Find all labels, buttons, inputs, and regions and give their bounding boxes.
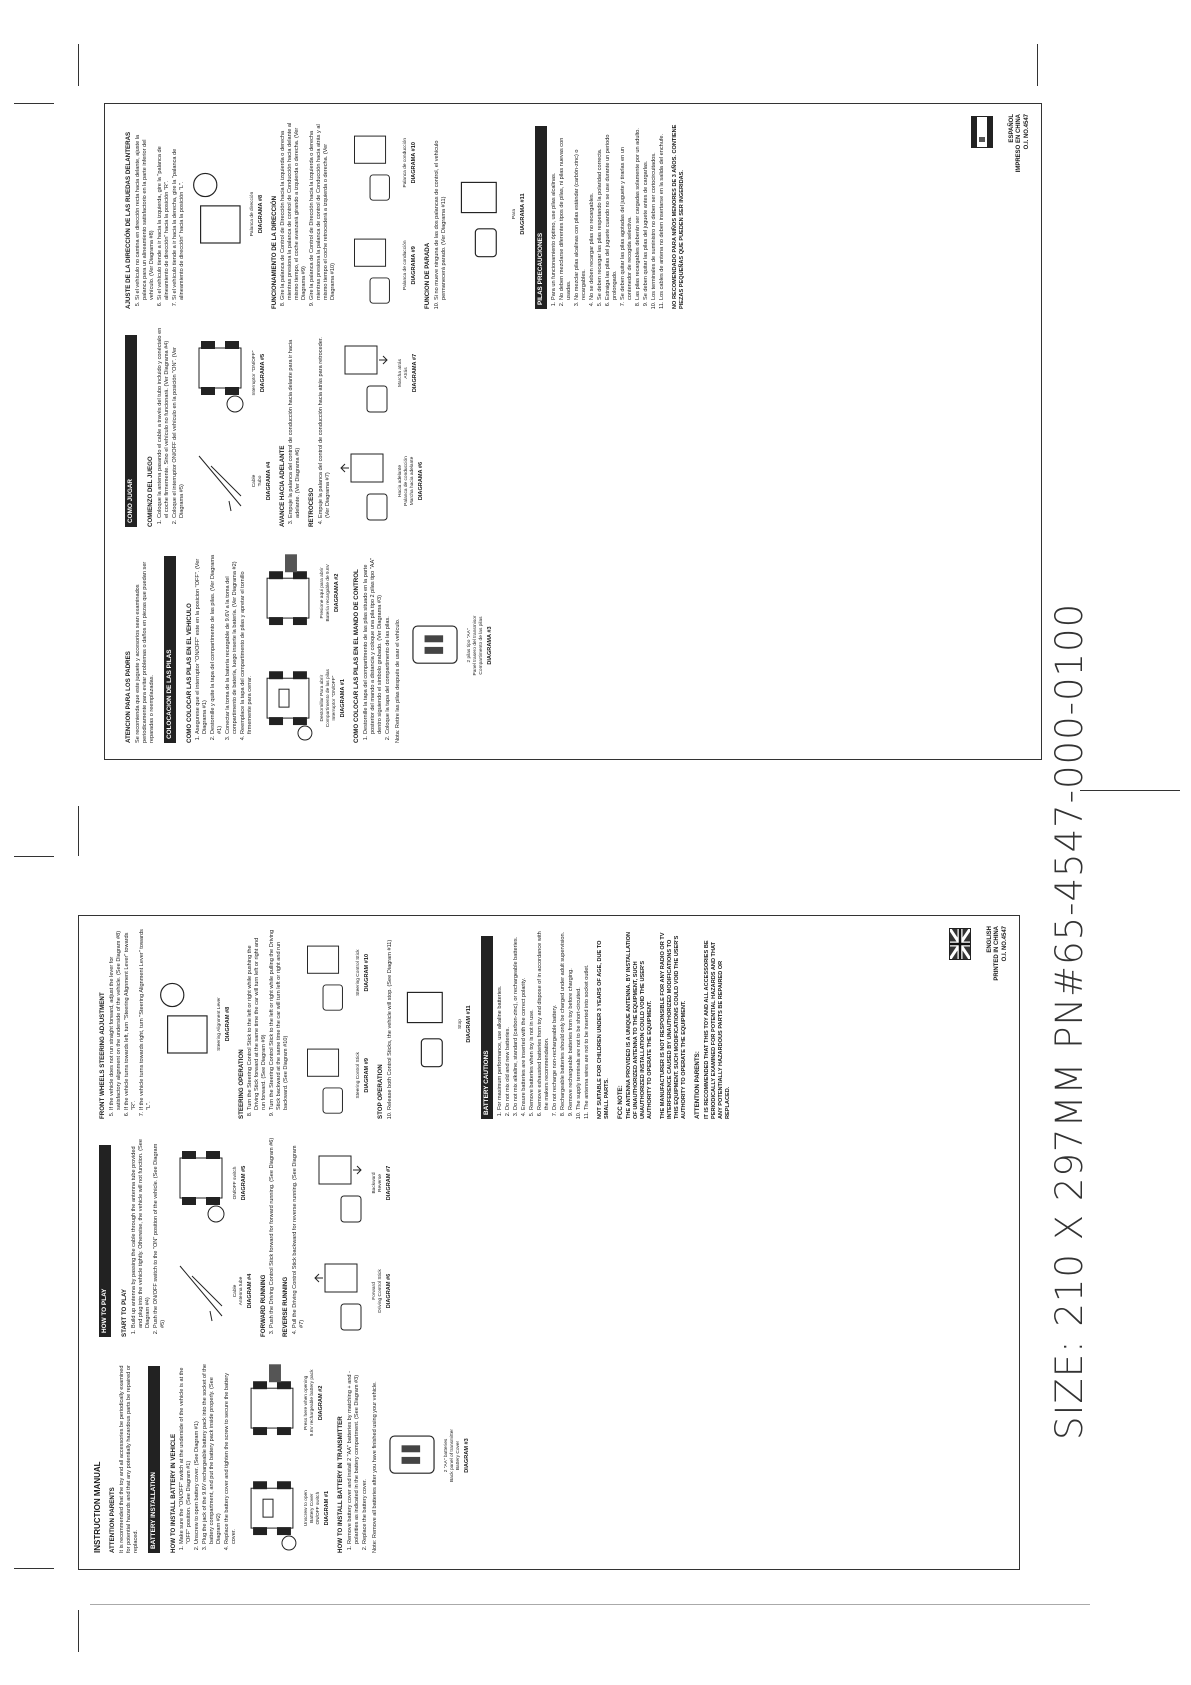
- diagram-caption: DIAGRAMA #1: [340, 678, 347, 718]
- attention-text: IT IS RECOMMENDED THAT THIS TOY AND ALL ACCESSORIES BE PERIODICALLY EXAMINED FOR POTENTIAL HAZARDS AND THAT ANY POTENTIALLY HAZARDOUS PARTS BE REPAIRED OR REPLACED.: [704, 940, 732, 1119]
- diagram-label: ON/OFF switch: [232, 1166, 238, 1200]
- size-label-strip: [1048, 440, 1118, 1440]
- forward-illustration: [337, 435, 395, 527]
- diagram-11: [397, 972, 473, 1077]
- caution-item: 11. Los cables de antena no deben insertarse en la salida del enchufe.: [659, 119, 666, 300]
- caution-item: 8. Las pilas recargables deberán ser cargadas solamente por un adulto.: [635, 119, 642, 300]
- attention-title: ATTENTION PARENTS: [109, 1487, 116, 1553]
- diagram-caption: DIAGRAM #3: [463, 1438, 470, 1473]
- size-label: SIZE: 210 X 297MM PN#65-4547-000-0100: [1048, 602, 1091, 1440]
- diagram-label: Atrás: [404, 367, 410, 379]
- section-bar: COLOCACION DE LAS PILAS: [164, 556, 176, 743]
- crop-mark: [14, 856, 54, 857]
- diagram-caption: DIAGRAM #9: [364, 1058, 371, 1093]
- attention-title: ATENCION PARA LOS PADRES: [125, 651, 132, 743]
- diagram-3: [406, 577, 494, 714]
- note: Nota: Retire las pilas después de usar el vehículo.: [394, 618, 401, 743]
- step: 8. Turn the Steering Control Stick to the left or right while pushing the Driving Stick forward at the same time the car will turn left or right and run forward. (See Diagram #9): [247, 929, 268, 1110]
- antenna-illustration: [191, 435, 249, 527]
- spanish-footer: [1009, 114, 1032, 172]
- step: 4. Replace the battery cover and tighten the screw to secure the battery cover.: [224, 1358, 238, 1544]
- diagram-label: Stop: [457, 1019, 463, 1029]
- step: 4. Pull the Driving Control Stick backward for reverse running. (See Diagram #7): [292, 1137, 306, 1328]
- language-label: ESPAÑOL: [1008, 114, 1015, 143]
- step: 2. Destornille y quite la tapa del compartimento de las pilas. (Ver Diagrama #1): [210, 548, 224, 734]
- caution-item: 7. Se deben quitar las pilas agotadas del juguete y tirarlas en un contenedor de recogida selectiva.: [620, 119, 634, 300]
- age-warning: NO RECOMENDADO PARA NIÑOS MENORES DE 3 AÑOS. CONTIENE PIEZAS PEQUEÑAS QUE PUEDEN SER INGERIDAS.: [671, 124, 685, 309]
- fold-line: [90, 1604, 1090, 1605]
- section-bar: BATTERY CAUTIONS: [481, 936, 493, 1119]
- diagram-label: Batería recargable de 9.6V: [326, 564, 332, 622]
- caution-item: 5. Se deben recargar las pilas respetando la polaridad correcta.: [597, 119, 604, 300]
- caution-item: 2. Do not mix old and new batteries.: [505, 929, 512, 1110]
- subsection-title: START TO PLAY: [121, 1288, 128, 1337]
- steering-left-illustration: [342, 222, 400, 309]
- diagram-label: Hacia adelante: [398, 465, 404, 498]
- caution-item: 9. Remove rechargeable batteries from toy before charging.: [568, 929, 575, 1110]
- diagram-label: Battery Cover: [310, 1493, 316, 1523]
- stop-illustration: [451, 162, 509, 267]
- step: 3. Push the Driving Control Stick forward for forward running. (See Diagram #6): [269, 1137, 276, 1328]
- caution-item: 7. Do not recharge non-rechargeable battery.: [552, 929, 559, 1110]
- subsection-title: FRONT WHEELS STEERING ADJUSTMENT: [99, 992, 106, 1119]
- caution-item: 5. Remove batteries when toy is not in use.: [529, 929, 536, 1110]
- diagram-10: [295, 929, 371, 1016]
- diagram-label: Marcha atrás: [398, 359, 404, 387]
- diagram-label: Press here when opening: [304, 1375, 310, 1431]
- diagram-6: [311, 1245, 393, 1337]
- spanish-manual-sheet: [104, 103, 1042, 760]
- diagram-caption: DIAGRAMA #10: [411, 141, 418, 184]
- language-label: ENGLISH: [986, 926, 993, 953]
- diagram-label: Backward: [372, 1172, 378, 1194]
- diagram-label: Compartimento de las pilas: [478, 616, 484, 675]
- diagram-5: [172, 1137, 254, 1229]
- switch-illustration: [191, 327, 249, 419]
- section-bar: COMO JUGAR: [125, 335, 137, 527]
- subsection-title: STEERING OPERATION: [237, 1049, 245, 1119]
- spain-flag-icon: [971, 116, 993, 148]
- diagram-label: Palanca de dirección: [249, 191, 255, 237]
- section-bar: PILAS PRECAUCIONES: [535, 126, 547, 309]
- step: 1. Make sure the "ON/OFF" switch at the underside of the vehicle is at the "OFF" position. (See Diagram #1): [179, 1358, 193, 1544]
- fcc-text: THE ANTENNA PROVIDED IS A UNIQUE ANTENNA. BY INSTALLATION OF UNAUTHORIZED ANTENNA TO THE EQUIPMENT, SUCH UNAUTHORIZED INSTALLATION COULD VOID THE USER'S AUTHORITY TO OPERATE THE EQUIPMENT.: [626, 932, 654, 1119]
- step: 7. Si el vehículo tiende a ir hacia la derecha, gire la "palanca de alineamiento de dirección" hacia la posición "L".: [172, 119, 186, 300]
- diagram-label: Cable: [232, 1284, 238, 1298]
- spanish-column-3: [119, 119, 692, 309]
- step: 10. Si no mueve ninguna de las dos palancas de control, el vehículo permanecerá parado. (Ver Diagrama #11): [434, 119, 448, 300]
- diagram-3: [383, 1387, 471, 1524]
- caution-item: 2. No deben mezclarse diferentes tipos de pilas, ni pilas nuevas con usadas.: [559, 119, 573, 300]
- step: 2. Coloque el interruptor ON/OFF del vehículo en la posición "ON". (Ver Diagrama #5): [172, 327, 186, 518]
- antenna-illustration: [172, 1245, 230, 1337]
- oi-number: O.I. NO.4547: [1023, 114, 1030, 150]
- diagram-label: Interruptor "ON/OFF": [251, 350, 257, 396]
- step: 3. Plug the jack of the 9.6V rechargeable battery pack into the socket of the battery compartment, and put the battery pack inside properly. (See Diagram #2): [202, 1358, 223, 1544]
- subsection-title: STOP OPERATION: [377, 1064, 385, 1119]
- step: 4. Empuje la palanca del control de conducción hacia atrás para retroceder. (Ver Diagrama #7): [318, 327, 332, 518]
- diagram-label: Palanca de conducción: [403, 137, 409, 188]
- age-warning: NOT SUITABLE FOR CHILDREN UNDER 3 YEARS OF AGE, DUE TO SMALL PARTS.: [596, 940, 610, 1119]
- english-footer: [987, 926, 1010, 981]
- caution-item: 3. Do not mix alkaline, standard (carbon-zinc), or rechargeable batteries.: [513, 929, 520, 1110]
- crop-mark: [78, 44, 79, 86]
- diagram-caption: DIAGRAMA #5: [259, 353, 266, 393]
- crop-mark: [1037, 44, 1038, 86]
- steering-right-illustration: [295, 929, 353, 1016]
- step: 2. Coloque la tapa del compartimento de las pilas.: [385, 548, 392, 734]
- diagram-label: Steering Control Stick: [356, 1052, 362, 1099]
- diagram-caption: DIAGRAM #5: [240, 1165, 247, 1201]
- subsection-title: FUNCIONAMIENTO DE LA DIRECCIÓN: [270, 195, 278, 309]
- diagram-label: Presione aqui para abrir: [320, 567, 326, 619]
- diagram-9: [342, 222, 418, 309]
- section-bar: BATTERY INSTALLATION: [148, 1366, 160, 1553]
- spanish-column-2: [119, 327, 428, 527]
- manual-title: INSTRUCTION MANUAL: [93, 1461, 102, 1553]
- crop-mark: [14, 103, 54, 104]
- diagram-label: Steering Alignment Lever: [216, 997, 222, 1051]
- battery-pack-illustration: [243, 1358, 301, 1448]
- diagram-caption: DIAGRAMA #9: [411, 246, 418, 285]
- switch-illustration: [172, 1137, 230, 1229]
- subsection-title: COMIENZO DEL JUEGO: [147, 456, 154, 527]
- steering-left-illustration: [295, 1032, 353, 1119]
- transmitter-illustration: [406, 577, 464, 714]
- printed-label: IMPRESO EN CHINA: [1016, 114, 1022, 173]
- diagram-5: [191, 327, 273, 419]
- diagram-caption: DIAGRAMA #4: [265, 461, 272, 501]
- step: 5. If the vehicle does not run straight forward, adjust the lever for satisfactory alignment on the underside of the vehicle. (See Diagram #8): [109, 929, 123, 1110]
- diagram-4: [191, 435, 273, 527]
- diagram-7: [337, 327, 425, 419]
- subsection-title: AVANCE HACIA ADELANTE: [278, 445, 286, 527]
- caution-item: 10. The supply terminals are not to be short-circuited.: [576, 929, 583, 1110]
- diagram-caption: DIAGRAMA #2: [334, 573, 341, 613]
- diagram-1: [243, 1463, 331, 1553]
- subsection-title: REVERSE RUNNING: [282, 1276, 290, 1337]
- caution-item: 11. The antenna wires are not to be inserted into socket outlet.: [584, 929, 591, 1110]
- step: 1. Destornille la tapa del compartimento de las pilas situado en la parte posterior del mando a distancia y coloque una pila tipo 2 pilas tipo "AA" dentro siguiendo el simbolo grabado. (Ver Diagrama #3): [363, 548, 384, 734]
- step: 8. Gire la palanca de Control de Dirección hacia la izquierda o derecha mientras presiona la palanca de control de Conducción hacia delante al mismo tiempo, el coche avanzará girando a izquierda o derecha. (Ver Diagrama #9): [280, 119, 308, 300]
- caution-item: 9. Se deben quitar las pilas del juguete antes de cargarlas.: [643, 119, 650, 300]
- steering-right-illustration: [342, 119, 400, 206]
- battery-pack-illustration: [259, 548, 317, 638]
- subsection-title: COMO COLOCAR LAS PILAS EN EL VEHICULO: [185, 603, 193, 743]
- step: 1. Remove battery cover and install 2 "AA" batteries by matching + and - polarities as indicated in the battery compartment. (See Diagram #3): [347, 1358, 361, 1544]
- step: 1. Coloque la antena pasando el cable a través del tubo incluido y conéctalo en el coche firmemente. Sino el vehículo no funcionará. (Ver Diagrama #4): [157, 327, 171, 518]
- uk-flag-icon: [949, 928, 971, 960]
- diagram-label: Driving Control Stick: [378, 1269, 384, 1313]
- printed-label: PRINTED IN CHINA: [994, 926, 1000, 981]
- diagram-8: [156, 967, 232, 1081]
- steering-lever-illustration: [189, 157, 247, 271]
- diagram-2: [243, 1358, 331, 1448]
- diagram-label: 9.6V rechargeable battery pack: [310, 1369, 316, 1437]
- diagram-label: Palanca de conducción: [403, 240, 409, 291]
- diagram-label: Tubo: [257, 475, 263, 487]
- diagram-label: Palanca de conducción: [404, 456, 410, 506]
- attention-text: It is recommended that the toy and all accessories be periodically examined for potential hazards and that any potentially hazardous parts be repaired or replaced.: [118, 1365, 139, 1553]
- subsection-title: AJUSTE DE LA DIRECCIÓN DE LAS RUEDAS DELANTERAS: [125, 131, 132, 309]
- fcc-title: FCC NOTE:: [616, 1085, 624, 1119]
- diagram-caption: DIAGRAM #10: [364, 953, 371, 992]
- step: 10. Release both Control Sticks, the vehicle will stop. (See Diagram #11): [387, 929, 394, 1110]
- diagram-caption: DIAGRAM #2: [318, 1385, 325, 1421]
- step: 1. Asegurese que el interruptor "ON/OFF" este en la posicion "OFF". (Ver Diagrama #1): [195, 548, 209, 734]
- english-column-3: [93, 929, 738, 1119]
- step: 2. Replace the battery cover.: [362, 1358, 369, 1544]
- vehicle-underside-illustration: [243, 1463, 301, 1553]
- diagram-4: [172, 1245, 254, 1337]
- crop-mark: [78, 1610, 79, 1652]
- diagram-caption: DIAGRAM #7: [386, 1165, 393, 1201]
- diagram-label: Unscrew to open: [304, 1490, 310, 1527]
- diagram-label: Compartimento de las pilas: [326, 669, 332, 728]
- diagram-caption: DIAGRAM #8: [224, 1006, 231, 1042]
- step: 3. Empuje la palanca del control de conducción hacia delante para ir hacia adelante. (Ver Diagrama #6): [288, 327, 302, 518]
- diagram-9: [295, 1032, 371, 1119]
- diagram-label: Panel trasero del transmisor: [472, 615, 478, 676]
- caution-item: 4. No se deben recargar pilas no recargables.: [589, 119, 596, 300]
- diagram-7: [311, 1137, 393, 1229]
- diagram-label: Forward: [372, 1282, 378, 1300]
- step: 9. Turn the Steering Control Stick to the left or right while pulling the Driving Stick backward at the same time the car will turn left or right and run backward. (See Diagram #10): [269, 929, 290, 1110]
- diagram-caption: DIAGRAMA #6: [418, 461, 424, 501]
- diagram-caption: DIAGRAM #11: [465, 1005, 472, 1043]
- stop-illustration: [397, 972, 455, 1077]
- diagram-label: ON/OFF switch: [316, 1491, 322, 1525]
- diagram-caption: DIAGRAMA #8: [257, 194, 264, 234]
- diagram-caption: DIAGRAMA #7: [412, 353, 419, 393]
- diagram-label: Antenna tube: [238, 1276, 244, 1306]
- english-manual-sheet: [78, 915, 1020, 1570]
- forward-illustration: [311, 1245, 369, 1337]
- note: Note: Remove all batteries after you have finished using your vehicle.: [371, 1381, 378, 1553]
- reverse-illustration: [311, 1137, 369, 1229]
- step: 2. Unscrew to open battery cover. (See Diagram #1): [194, 1358, 201, 1544]
- subsection-title: HOW TO INSTALL BATTERY IN VEHICLE: [169, 1433, 177, 1553]
- caution-item: 1. For maximum performance, use alkaline batteries.: [497, 929, 504, 1110]
- step: 7. If the vehicle turns towards right, turn "Steering Alignment Lever" towards "L".: [139, 929, 153, 1110]
- crop-mark: [14, 1568, 54, 1569]
- diagram-label: Destornillar Para abrir: [320, 674, 326, 722]
- diagram-label: Interruptor "ON/OFF": [332, 675, 338, 721]
- diagram-label: 2 pilas tipo "AA": [466, 628, 472, 663]
- diagram-caption: DIAGRAM #6: [386, 1273, 393, 1309]
- diagram-6: [337, 435, 425, 527]
- diagram-caption: DIAGRAM #4: [246, 1273, 253, 1309]
- caution-item: 4. Ensure batteries are inserted with the correct polarity.: [521, 929, 528, 1110]
- step: 5. Si el vehículo no camina en dirección recta hacia delante, ajuste la palanca para un alineamiento satisfactorio en la parte inferior del vehículo. (Ver Diagrama #8): [135, 119, 156, 300]
- caution-item: 8. Rechargeable batteries should only be charged under adult supervision.: [560, 929, 567, 1110]
- attention-text: Se recomienda que este juguete y accesorios sean examinados periodicamente para evitar problemas o daños en piezas que puedan ser reparadas o reemplazadas.: [134, 561, 155, 743]
- attention-title: ATTENTION PARENTS:: [694, 1051, 702, 1119]
- step: 6. If the vehicle turns towards left, turn "Steering Alignment Lever" towards "R".: [124, 929, 138, 1110]
- oi-number: O.I. NO.4547: [1001, 926, 1008, 962]
- diagram-2: [259, 548, 347, 638]
- diagram-label: Cable: [251, 474, 257, 488]
- section-bar: HOW TO PLAY: [99, 1145, 111, 1337]
- manufacturer-text: THE MANUFACTURER IS NOT RESPONSIBLE FOR ANY RADIO OR TV INTERFERENCE CAUSED BY UNAUTHORIZED MODIFICATIONS TO THIS EQUIPMENT. SUCH MODIFICATIONS COULD VOID THE USER'S AUTHORITY TO OPERATE THE EQUIPMENT.: [660, 932, 688, 1119]
- transmitter-illustration: [383, 1387, 441, 1524]
- diagram-caption: DIAGRAMA #11: [519, 193, 526, 235]
- diagram-11: [451, 162, 527, 267]
- subsection-title: RETROCESO: [308, 487, 316, 527]
- diagram-label: Reverse: [378, 1174, 384, 1192]
- diagram-caption: DIAGRAM #1: [324, 1490, 331, 1526]
- diagram-1: [259, 653, 347, 743]
- step: 2. Push the ON/OFF switch to the "ON" position of the vehicle. (See Diagram #5): [153, 1137, 167, 1328]
- subsection-title: FUNCION DE PARADA: [424, 242, 432, 309]
- caution-item: 10. Los terminales de suministro no deben ser cortocircuitados.: [651, 119, 658, 300]
- crop-mark: [78, 806, 79, 856]
- step: 1. Build up antenna by passing the cable through the antenna tube provided and plug into the vehicle tightly. Otherwise, the vehicle will not function. (See Diagram #4): [131, 1137, 152, 1328]
- step: 3. Conectar la toma de la batería recargable de 9.6V a la toma del compartimento de batería, luego inserte la batería. (Ver Diagrama #2): [225, 548, 239, 734]
- step: 9. Gire la palanca de Control de Dirección hacia la izquierda o derecha mientras presiona la palanca de control de Conducción hacia atrás y al mismo tiempo el coche retrocederá a izquierda o derecha. (Ver Diagrama #10): [309, 119, 337, 300]
- diagram-caption: DIAGRAMA #3: [486, 626, 493, 665]
- english-column-2: [93, 1137, 396, 1337]
- caution-item: 6. Extraiga las pilas del juguete cuando no se use durante un periodo prolongado.: [605, 119, 619, 300]
- subsection-title: COMO COLOCAR LAS PILAS EN EL MANDO DE CONTROL: [353, 569, 361, 743]
- spanish-column-1: [119, 548, 498, 743]
- diagram-label: 2 "AA" batteries: [443, 1438, 449, 1473]
- caution-item: 1. Para un funcionamiento óptimo, use pilas alcalinas.: [551, 119, 558, 300]
- subsection-title: HOW TO INSTALL BATTERY IN TRANSMITTER: [337, 1416, 345, 1553]
- reverse-illustration: [337, 327, 395, 419]
- diagram-label: Para: [511, 208, 517, 220]
- step: 6. Si el vehículo tiende a ir hacia la izquierda, gire la "palanca de alineamiento de dirección" hacia la posición "R".: [157, 119, 171, 300]
- vehicle-underside-illustration: [259, 653, 317, 743]
- subsection-title: FORWARD RUNNING: [259, 1274, 267, 1337]
- diagram-label: Back panel of transmitter: [449, 1428, 455, 1483]
- diagram-8: [189, 157, 265, 271]
- diagram-10: [342, 119, 418, 206]
- english-column-1: [93, 1358, 475, 1553]
- diagram-label: Steering Control Stick: [356, 949, 362, 996]
- step: 4. Reemplace la tapa del compartimento de pilas y apretar el tornillo firmemente para cerrar.: [240, 548, 254, 734]
- diagram-label: Marcha hacia adelante: [410, 456, 416, 506]
- steering-lever-illustration: [156, 967, 214, 1081]
- diagram-label: Battery Cover: [455, 1440, 461, 1471]
- caution-item: 3. No mezclar pilas alcalinas con pilas estándar (carbón-zinc) o recargables.: [574, 119, 588, 300]
- caution-item: 6. Remove exhausted batteries from toy and dispose of in accordance with the makers recommendation.: [537, 929, 551, 1110]
